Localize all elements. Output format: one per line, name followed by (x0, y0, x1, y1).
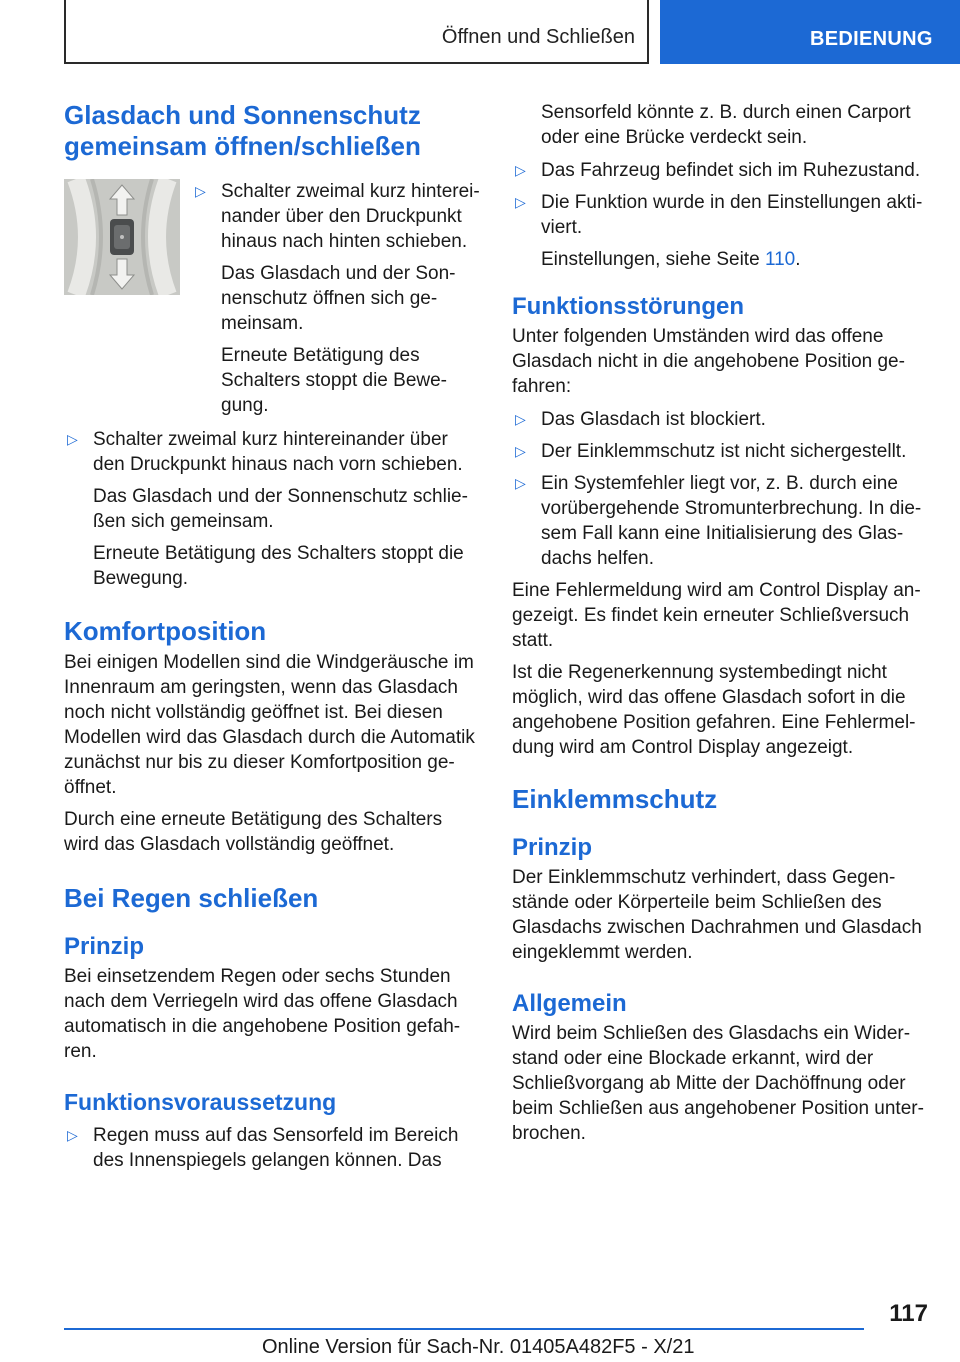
header-chapter-tab[interactable]: BEDIENUNG (660, 0, 960, 64)
regen-paragraph: Bei einsetzendem Regen oder sechs Stunden nach dem Verriegeln wird das offene Glasdach automatisch in die angehobene Position gefah- ren. (64, 966, 461, 1062)
bullet-close-together: ▷ Schalter zweimal kurz hintereinander über den Druckpunkt hinaus nach vorn schieben. Das Glasdach und der Sonnenschutz schlie- ßen sich gemeinsam. Erneute Betätigung des Schalters stoppt die Bewegung. (67, 429, 468, 589)
heading-komfortposition: Komfortposition (64, 616, 267, 646)
bullet-function-activated: ▷ Die Funktion wurde in den Einstellungen akti- viert. Einstellungen, siehe Seite 110. (512, 190, 928, 272)
allgemein-paragraph: Wird beim Schließen des Glasdachs ein Wider- stand oder eine Blockade erkannt, wird der Schließvorgang ab Mitte der Dachöffnung oder beim Schließen aus angehobener Position unter- brochen. (512, 1023, 924, 1144)
bullet-triangle-icon: ▷ (515, 443, 526, 459)
bullet-triangle-icon: ▷ (515, 162, 526, 178)
bullet-triangle-icon: ▷ (515, 475, 526, 491)
page-link-110[interactable]: 110 (764, 249, 796, 270)
komfort-paragraph-1: Bei einigen Modellen sind die Windgeräusche im Innenraum am geringsten, wenn das Glasdach noch nicht vollständig geöffnet ist. Bei diesen Modellen wird das Glasdach durch die Automatik zunächst nur bis zu dieser Komfortposition ge- öffnet. (64, 652, 475, 798)
left-column (64, 100, 480, 1173)
heading-einklemmschutz: Einklemmschutz (512, 784, 718, 814)
bullet-triangle-icon: ▷ (67, 431, 78, 447)
heading-glasdach-sonnenschutz: Glasdach und Sonnenschutz gemeinsam öffnen/schließen (64, 100, 421, 161)
heading-prinzip-einklemm: Prinzip (512, 834, 593, 861)
footer-divider (64, 1328, 864, 1330)
bullet-triangle-icon: ▷ (67, 1127, 78, 1143)
roof-switch-image (64, 179, 180, 295)
bullet-triangle-icon: ▷ (515, 411, 526, 427)
bullet-open-together: ▷ Schalter zweimal kurz hinterei- nander über den Druckpunkt hinaus nach hinten schieben. Das Glasdach und der Son- nenschutz öffnen sich ge- meinsam. Erneute Betätigung des Schalters stoppt die Bewe- gung. (195, 181, 480, 416)
heading-prinzip-regen: Prinzip (64, 933, 145, 960)
bullet-roof-blocked: ▷ Das Glasdach ist blockiert. (515, 409, 766, 430)
einklemm-paragraph: Der Einklemmschutz verhindert, dass Gegen- stände oder Körperteile beim Schließen des Glasdachs zwischen Dachrahmen und Glasdach eingeklemmt werden. (512, 867, 922, 963)
header-box (64, 0, 649, 64)
header-section-title: Öffnen und Schließen (441, 26, 635, 48)
stoerungen-intro: Unter folgenden Umständen wird das offene Glasdach nicht in die angehobene Position ge- fahren: (512, 326, 905, 397)
bullet-sensor-field-cont: Sensorfeld könnte z. B. durch einen Carport oder eine Brücke verdeckt sein. (541, 102, 911, 148)
stoerungen-rain-detection: Ist die Regenerkennung systembedingt nicht möglich, wird das offene Glasdach sofort in die angehobene Position gefahren. Eine Fehlermel- dung wird am Control Display angezeigt. (512, 662, 916, 758)
bullet-triangle-icon: ▷ (515, 194, 526, 210)
heading-allgemein: Allgemein (512, 990, 627, 1017)
switch-figure-row (64, 179, 480, 418)
stoerungen-error-message: Eine Fehlermeldung wird am Control Display an- gezeigt. Es findet kein erneuter Schließversuch statt. (512, 580, 921, 651)
bullet-vehicle-idle: ▷ Das Fahrzeug befindet sich im Ruhezustand. (515, 160, 921, 181)
heading-funktionsstoerungen: Funktionsstörungen (512, 293, 744, 320)
bullet-pinch-protection-not-ensured: ▷ Der Einklemmschutz ist nicht sichergestellt. (515, 441, 907, 462)
right-column (512, 100, 928, 1146)
komfort-paragraph-2: Durch eine erneute Betätigung des Schalters wird das Glasdach vollständig geöffnet. (64, 809, 443, 855)
bullet-triangle-icon: ▷ (195, 183, 206, 199)
heading-bei-regen-schliessen: Bei Regen schließen (64, 883, 319, 913)
footer-online-version: Online Version für Sach-Nr. 01405A482F5 - X/21 (262, 1336, 695, 1358)
bullet-system-error: ▷ Ein Systemfehler liegt vor, z. B. durch eine vorübergehende Stromunterbrechung. In die- sem Fall kann eine Initialisierung des Glas- dachs helfen. (515, 473, 922, 569)
page-number: 117 (889, 1300, 928, 1327)
heading-funktionsvoraussetzung: Funktionsvoraussetzung (64, 1089, 337, 1115)
bullet-sensor-field: ▷ Regen muss auf das Sensorfeld im Bereich des Innenspiegels gelangen können. Das (67, 1125, 459, 1171)
settings-reference: Einstellungen, siehe Seite 110. (541, 249, 801, 270)
